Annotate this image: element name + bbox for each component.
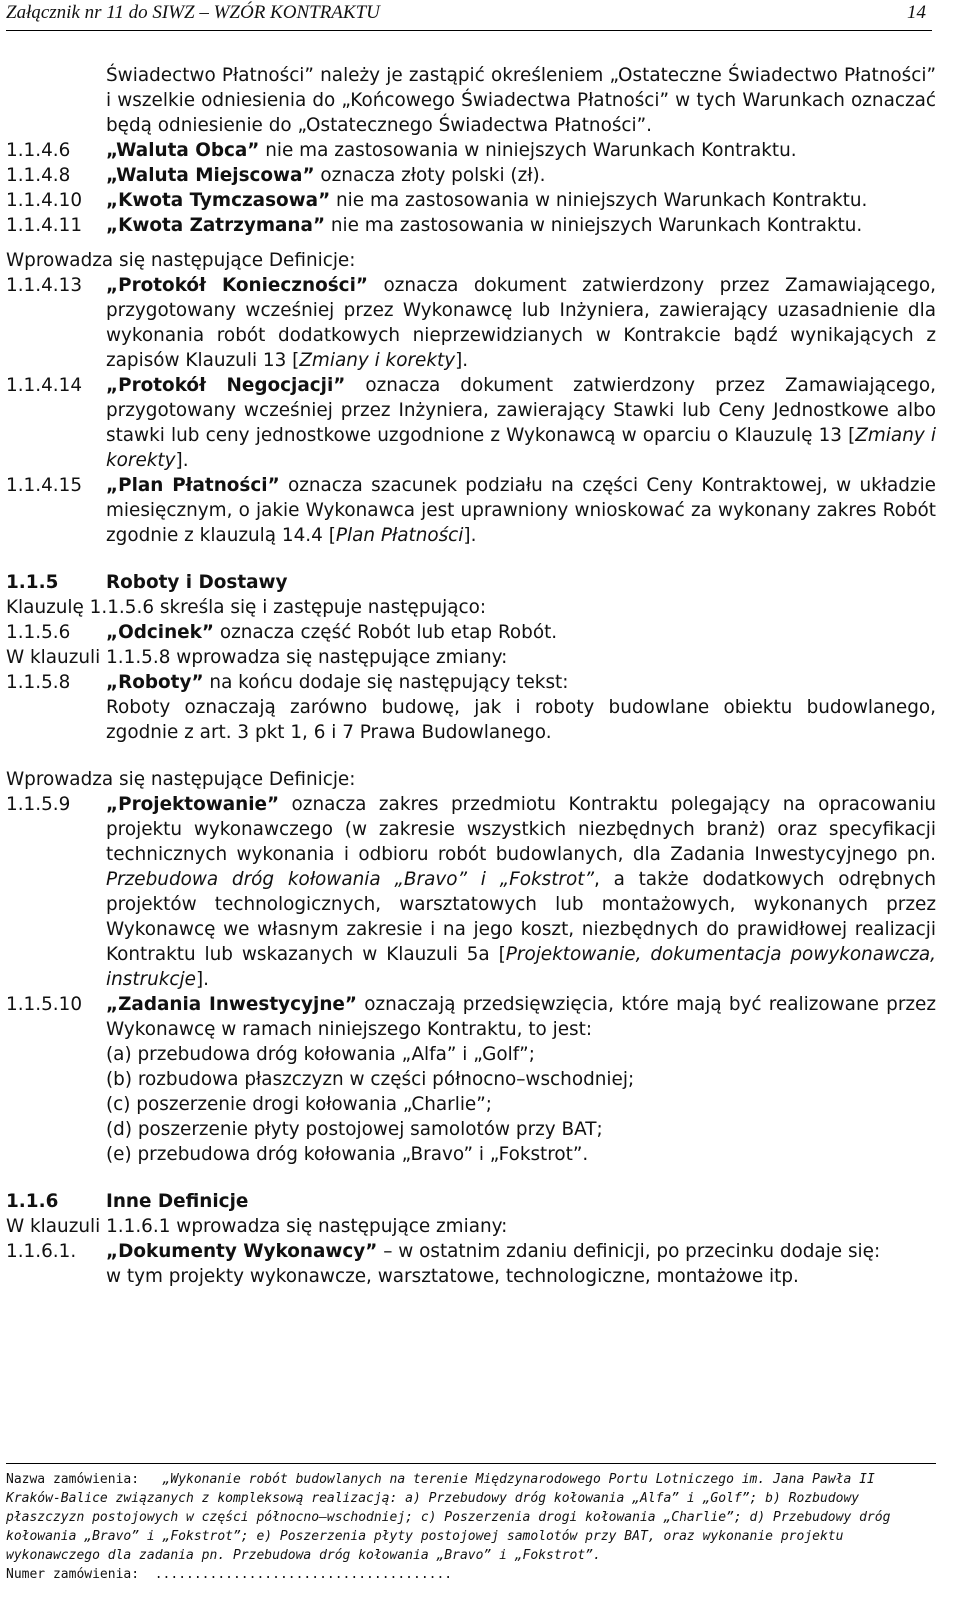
defined-term: „Kwota Zatrzymana” (106, 215, 326, 236)
project-name: Przebudowa dróg kołowania „Bravo” i „Fokstrot” (106, 869, 594, 890)
definition-text: oznacza dokument zatwierdzony przez Zamawiającego, przygotowany wcześniej przez Inżyniera, zawierający Stawki lub Ceny Jednostkowe albo stawki lub ceny jednostkowe uzgodnione z Wykonawcą w oparciu o Klauzulę 13 [ (106, 375, 936, 446)
clause-number: 1.1.5.9 (6, 794, 71, 815)
clause-number: 1.1.4.13 (6, 275, 83, 296)
section-number: 1.1.5 (6, 572, 59, 593)
footer-label: Nazwa zamówienia: (6, 1472, 140, 1487)
definition-1161 (6, 1239, 936, 1264)
defined-term: „Waluta Obca” (106, 140, 260, 161)
definition-text: nie ma zastosowania w niniejszych Warunkach Kontraktu. (330, 190, 868, 211)
definition-text: oznacza szacunek podziału na części Ceny Kontraktowej, w układzie miesięcznym, o jakie Wykonawca jest uprawniony wnioskować za wykonany zakres Robót zgodnie z klauzulą 14.4 [ (106, 475, 936, 546)
amendment-intro: W klauzuli 1.1.5.8 wprowadza się następujące zmiany: (6, 647, 508, 668)
definition-text: oznacza część Robót lub etap Robót. (213, 622, 558, 643)
clause-number: 1.1.4.8 (6, 165, 71, 186)
list-item: (c) poszerzenie drogi kołowania „Charlie”; (106, 1094, 492, 1115)
clause-number: 1.1.5.10 (6, 994, 83, 1015)
definition-end: ]. (175, 450, 189, 471)
list-item: (d) poszerzenie płyty postojowej samolotów przy BAT; (106, 1119, 603, 1140)
definitions-intro: Wprowadza się następujące Definicje: (6, 250, 356, 271)
footer-order-name (6, 1470, 936, 1565)
definition-end: ]. (195, 969, 209, 990)
definition-1148 (6, 163, 936, 188)
definition-1159 (6, 792, 936, 992)
definition-text: oznacza złoty polski (zł). (314, 165, 546, 186)
clause-number: 1.1.4.6 (6, 140, 71, 161)
definition-text: na końcu dodaje się następujący tekst: (203, 672, 569, 693)
defined-term: „Roboty” (106, 672, 204, 693)
definition-text: oznacza dokument zatwierdzony przez Zamawiającego, przygotowany wcześniej przez Wykonawcę lub Inżyniera, zawierający uzasadnienie dla wykonania robót dodatkowych nieprzewidzianych w Kontrakcie bądź wynikających z zapisów Klauzuli 13 [ (106, 275, 937, 371)
clause-number: 1.1.5.6 (6, 622, 71, 643)
footer-order-number (6, 1565, 936, 1584)
definitions-intro: Wprowadza się następujące Definicje: (6, 769, 356, 790)
definition-continuation: w tym projekty wykonawcze, warsztatowe, technologiczne, montażowe itp. (106, 1266, 799, 1287)
section-heading-115 (6, 570, 936, 595)
page-header (6, 0, 932, 31)
clause-reference: Zmiany i korekty (299, 350, 456, 371)
definition-11410 (6, 188, 936, 213)
footer-number-value: ...................................... (154, 1567, 453, 1582)
document-title: Załącznik nr 11 do SIWZ – WZÓR KONTRAKTU (6, 2, 380, 23)
footer-order-title: „Wykonanie robót budowlanych na terenie Międzynarodowego Portu Lotniczego im. Jana Pawła II Kraków-Balice związanych z kompleksową realizacją: a) Przebudowy dróg kołowania „Alfa” i „Golf”; b) Rozbudowy płaszczyzn postojowych w części północno–wschodniej; c) Poszerzenia drogi kołowania „Charlie”; d) Przebudowy dróg kołowania „Bravo” i „Fokstrot”; e) Poszerzenia płyty postojowej samolotów przy BAT, oraz wykonanie projektu wykonawczego dla zadania pn. Przebudowa dróg kołowania „Bravo” i „Fokstrot”. (6, 1472, 891, 1563)
definition-11415 (6, 473, 936, 548)
clause-reference: Plan Płatności (335, 525, 464, 546)
clause-number: 1.1.4.11 (6, 215, 83, 236)
clause-reference: Zmiany i korekty (106, 425, 936, 471)
definition-11411 (6, 213, 936, 238)
definition-11510 (6, 992, 936, 1042)
definition-text-b: , a także dodatkowych odrębnych projektów technologicznych, warsztatowych lub montażowych, wykonanych przez Wykonawcę we własnym zakresie i na jego koszt, niezbędnych do prawidłowej realizacji Kontraktu lub wskazanych w Klauzuli 5a [ (106, 869, 936, 965)
page-footer (6, 1463, 936, 1584)
defined-term: „Dokumenty Wykonawcy” (106, 1241, 378, 1262)
defined-term: „Protokół Konieczności” (106, 275, 368, 296)
definition-end: ]. (463, 525, 477, 546)
definition-1156 (6, 620, 936, 645)
definition-text: – w ostatnim zdaniu definicji, po przecinku dodaje się: (377, 1241, 881, 1262)
definition-text: oznacza zakres przedmiotu Kontraktu polegający na opracowaniu projektu wykonawczego (w zakresie wszystkich niezbędnych branż) oraz specyfikacji technicznych wykonania i odbioru robót budowlanych, dla Zadania Inwestycyjnego pn. (106, 794, 936, 865)
definition-1158 (6, 670, 936, 695)
clause-reference: Projektowanie, dokumentacja powykonawcza, instrukcje (106, 944, 936, 990)
defined-term: „Odcinek” (106, 622, 214, 643)
defined-term: „Projektowanie” (106, 794, 280, 815)
list-item: (e) przebudowa dróg kołowania „Bravo” i „Fokstrot”. (106, 1144, 589, 1165)
defined-term: „Protokół Negocjacji” (106, 375, 346, 396)
clause-number: 1.1.6.1. (6, 1241, 77, 1262)
definition-end: ]. (455, 350, 469, 371)
document-body (6, 63, 936, 1289)
section-number: 1.1.6 (6, 1191, 59, 1212)
footer-number-label: Numer zamówienia: (6, 1567, 140, 1582)
amendment-intro: W klauzuli 1.1.6.1 wprowadza się następujące zmiany: (6, 1216, 508, 1237)
list-item: (b) rozbudowa płaszczyzn w części północno–wschodniej; (106, 1069, 635, 1090)
section-heading-116 (6, 1189, 936, 1214)
definition-text: nie ma zastosowania w niniejszych Warunkach Kontraktu. (259, 140, 797, 161)
defined-term: „Waluta Miejscowa” (106, 165, 315, 186)
amendment-intro: Klauzulę 1.1.5.6 skreśla się i zastępuje następująco: (6, 597, 487, 618)
section-title: Inne Definicje (106, 1191, 249, 1212)
defined-term: „Plan Płatności” (106, 475, 280, 496)
list-item: (a) przebudowa dróg kołowania „Alfa” i „Golf”; (106, 1044, 535, 1065)
definition-text: oznaczają przedsięwzięcia, które mają być realizowane przez Wykonawcę w ramach niniejszego Kontraktu, to jest: (106, 994, 936, 1040)
definition-text: nie ma zastosowania w niniejszych Warunkach Kontraktu. (325, 215, 863, 236)
clause-number: 1.1.4.15 (6, 475, 83, 496)
page-number: 14 (907, 2, 926, 23)
definition-11414 (6, 373, 936, 473)
clause-number: 1.1.5.8 (6, 672, 71, 693)
defined-term: „Kwota Tymczasowa” (106, 190, 331, 211)
definition-11413 (6, 273, 936, 373)
definition-1146 (6, 138, 936, 163)
defined-term: „Zadania Inwestycyjne” (106, 994, 357, 1015)
intro-paragraph: Świadectwo Płatności” należy je zastąpić określeniem „Ostateczne Świadectwo Płatności” i wszelkie odniesienia do „Końcowego Świadectwa Płatności” w tych Warunkach oznaczać będą odniesienie do „Ostatecznego Świadectwa Płatności”. (106, 65, 936, 136)
clause-number: 1.1.4.10 (6, 190, 83, 211)
clause-number: 1.1.4.14 (6, 375, 83, 396)
section-title: Roboty i Dostawy (106, 572, 288, 593)
definition-continuation: Roboty oznaczają zarówno budowę, jak i roboty budowlane obiektu budowlanego, zgodnie z art. 3 pkt 1, 6 i 7 Prawa Budowlanego. (106, 697, 936, 743)
